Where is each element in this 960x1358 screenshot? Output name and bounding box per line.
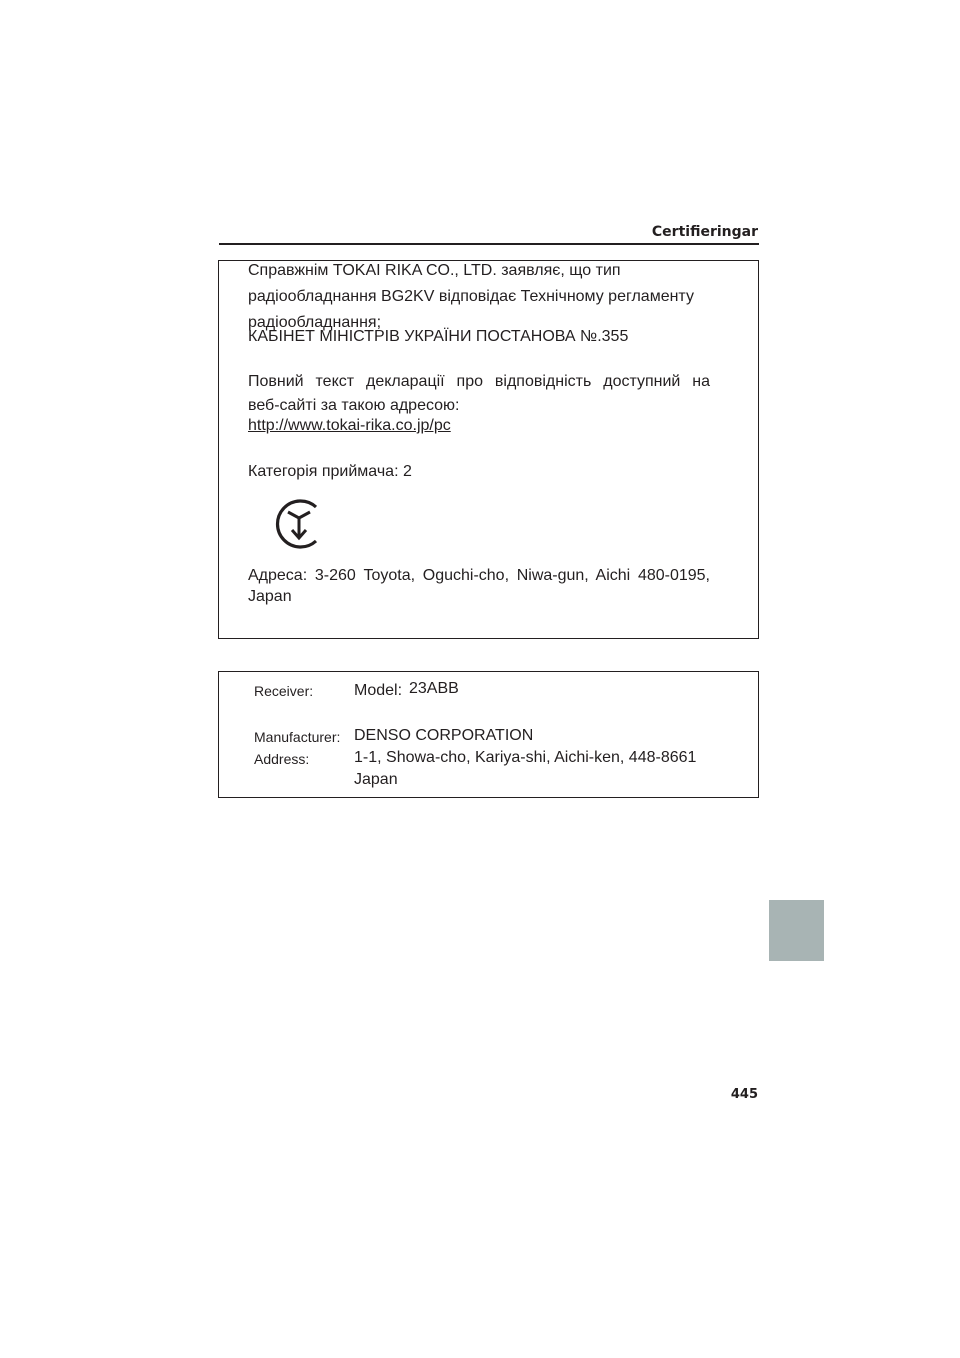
address-line-2: Japan <box>248 588 292 605</box>
manufacturer-value: DENSO CORPORATION <box>354 727 534 744</box>
header-title: Certifieringar <box>651 224 758 240</box>
model-label: Model: <box>354 682 403 699</box>
address-line-1: Адреса: 3-260 Toyota, Oguchi-cho, Niwa-gun, Aichi 480-0195, <box>248 567 710 584</box>
receiver-address-label: Address: <box>254 751 310 767</box>
full-text-line-2: веб-сайті за такою адресою: <box>248 397 460 414</box>
receiver-label: Receiver: <box>254 683 314 699</box>
manufacturer-label: Manufacturer: <box>254 729 341 745</box>
receiver-category: Категорія приймача: 2 <box>248 463 412 480</box>
declaration-line-1: Справжнім TOKAI RIKA CO., LTD. заявляє, що тип <box>248 262 621 279</box>
receiver-address-line-2: Japan <box>354 771 398 788</box>
declaration-url-link[interactable]: http://www.tokai-rika.co.jp/pc <box>248 417 451 434</box>
declaration-line-2: радіообладнання BG2KV відповідає Технічному регламенту <box>248 288 694 305</box>
model-value: 23ABB <box>409 680 459 697</box>
page-number: 445 <box>730 1087 758 1102</box>
declaration-line-3: радіообладнання; <box>248 314 382 331</box>
ukrainian-conformity-mark-icon <box>271 496 327 552</box>
chapter-side-tab <box>769 900 824 961</box>
declaration-line-4: КАБІНЕТ МІНІСТРІВ УКРАЇНИ ПОСТАНОВА №.355 <box>248 328 629 345</box>
receiver-address-line-1: 1-1, Showa-cho, Kariya-shi, Aichi-ken, 448-8661 <box>354 749 697 766</box>
header-rule <box>219 243 759 245</box>
full-text-line-1: Повний текст декларації про відповідність доступний на <box>248 373 710 390</box>
